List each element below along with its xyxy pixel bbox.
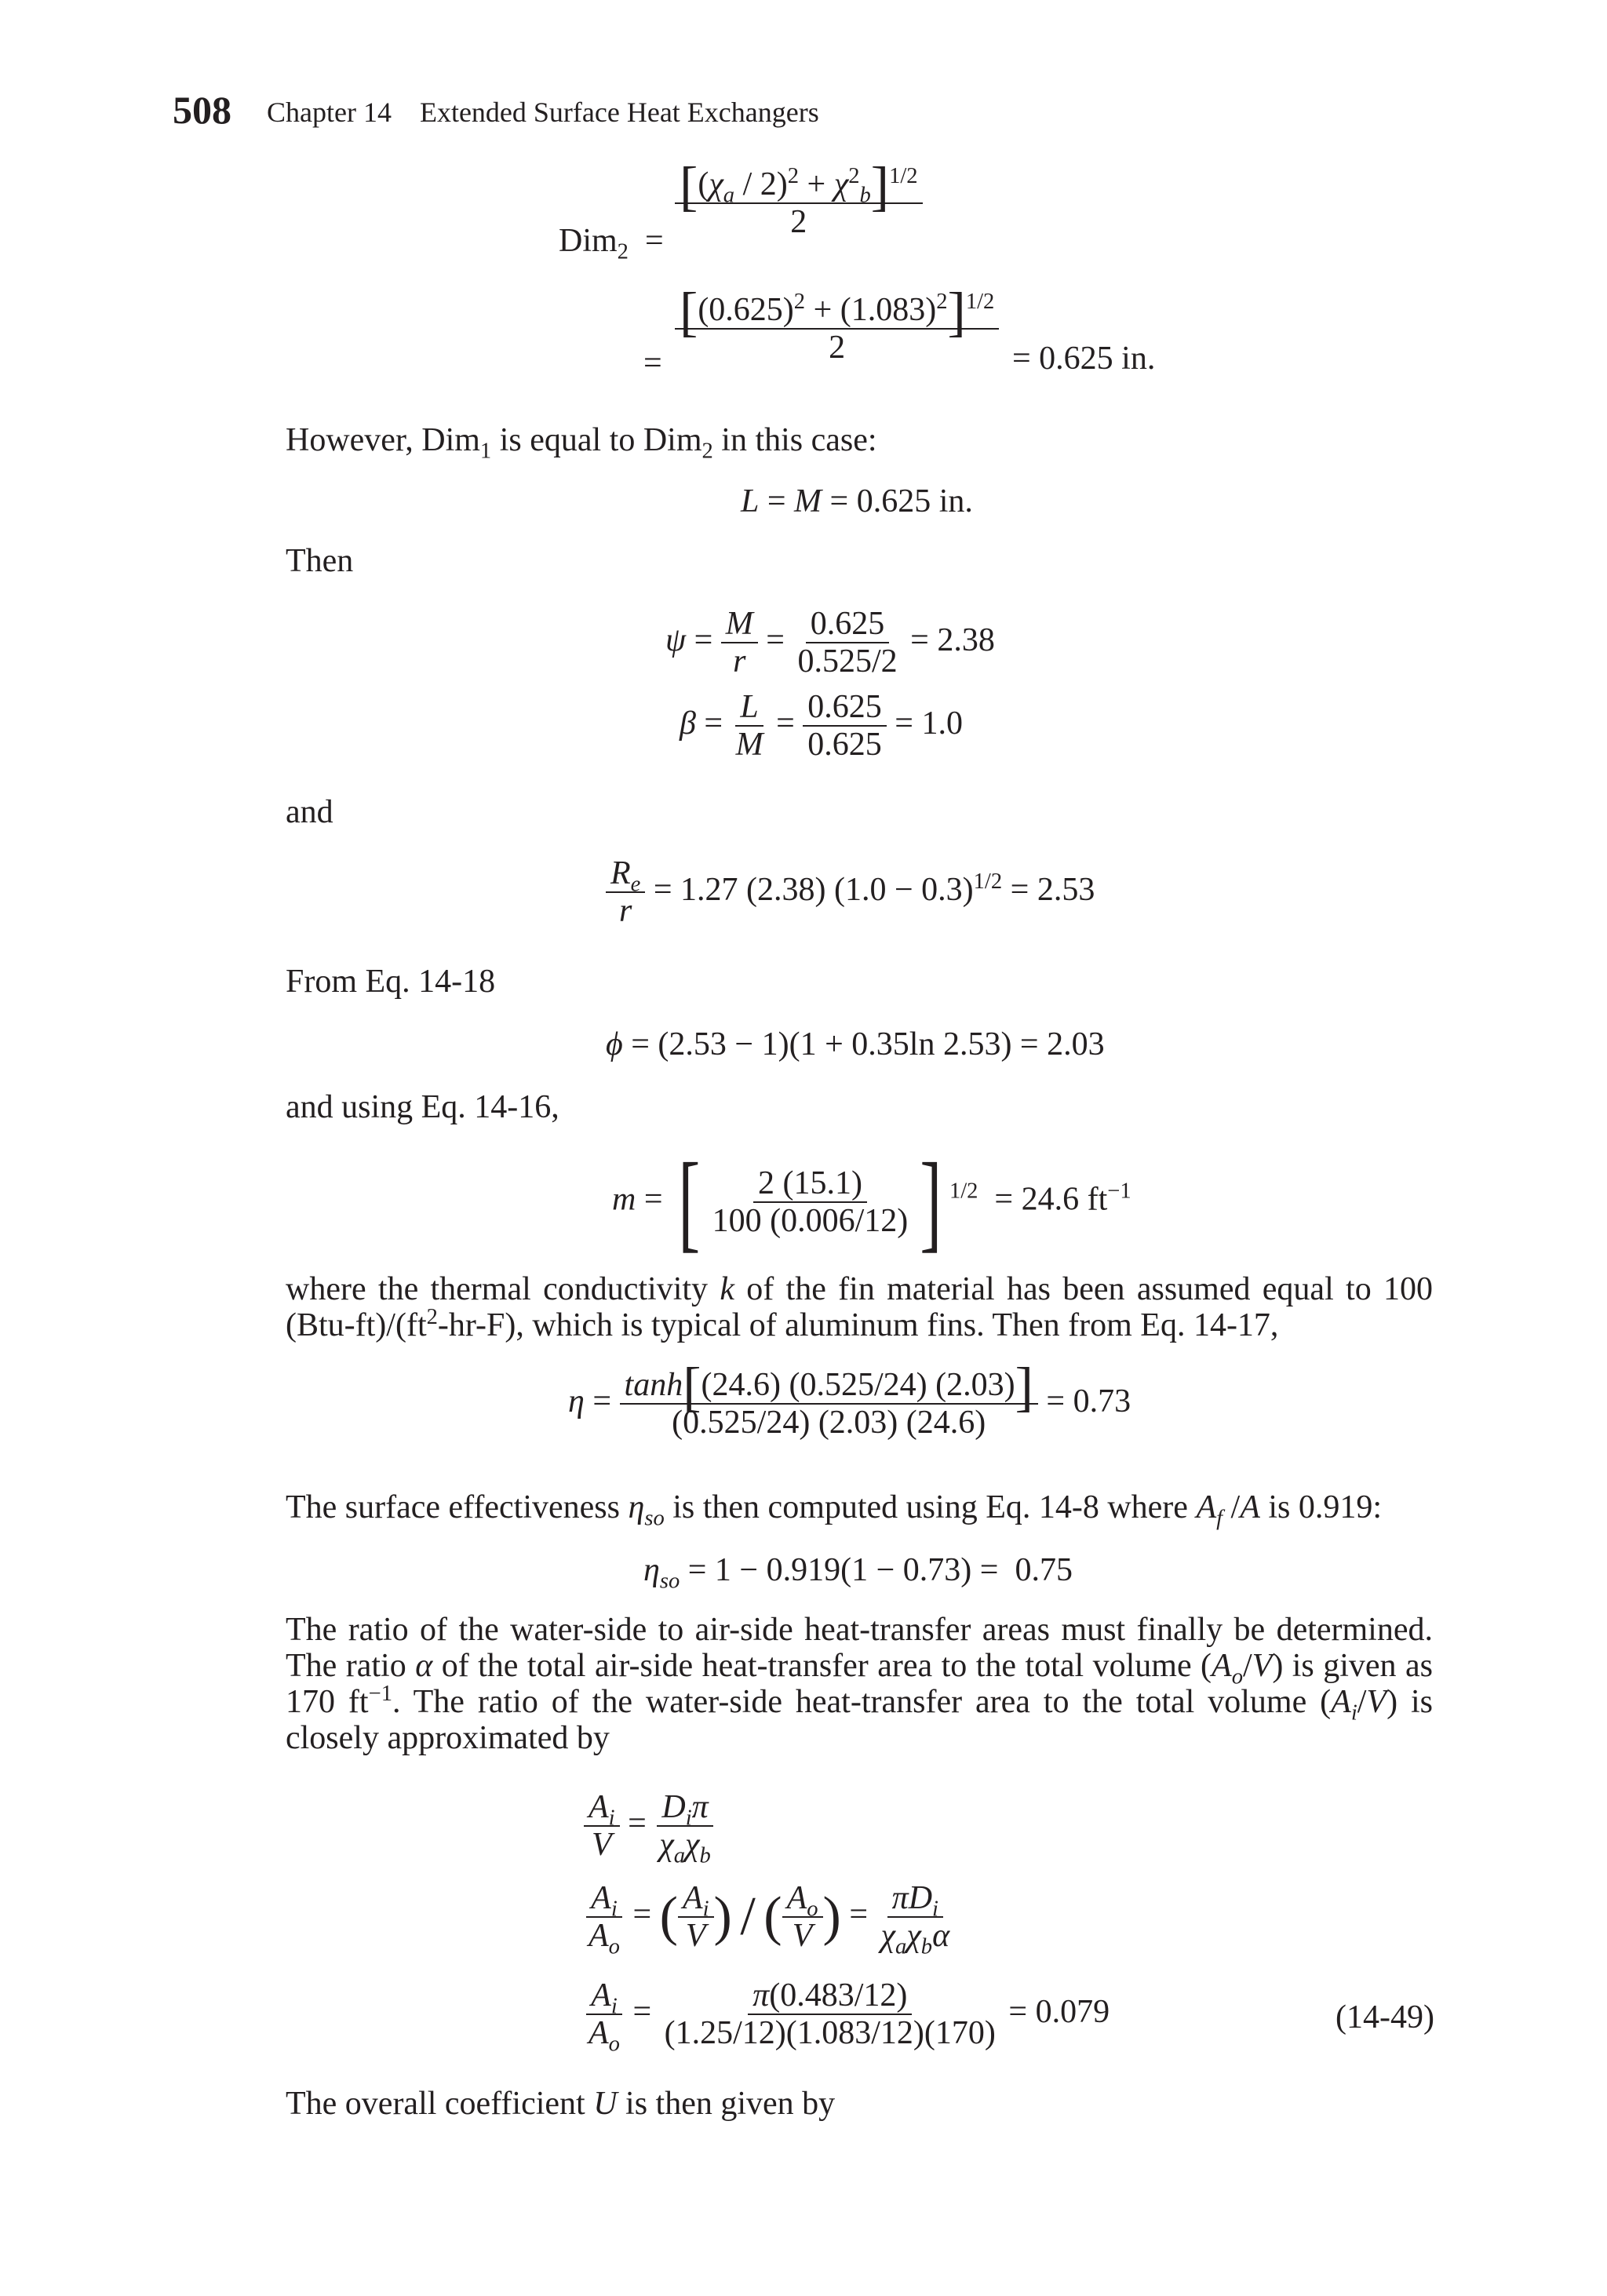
eq-phi: ϕ = (2.53 − 1)(1 + 0.35ln 2.53) = 2.03 — [606, 1026, 1105, 1062]
eq-eta-so: $\eta_{so} = 1 - 0.919(1 - 0.73) = 0.75$ — [643, 1552, 1073, 1594]
para-conductivity: where the thermal conductivity k of the fin material has been assumed equal to 100 $(Btu-ft)/(ft^2-hr-F)$, which is typical of aluminum fins. Then from Eq. 14-17, — [286, 1271, 1433, 1343]
eq-ai-ao-numeric: $\frac{A_i}{A_o}$ = $\frac{\pi(0.483/12)}{(1.25/12)(1.083/12)(170)}$ = 0.079 — [584, 1977, 1110, 2051]
para-surface: The surface effectiveness $\eta_{so}$ is then computed using Eq. 14-8 where $A_f$ /A is 0.919: — [286, 1489, 1383, 1531]
text-however: However, Dim$_1$ is equal to Dim$_2$ in this case: — [286, 422, 877, 464]
dim2-eq2: = — [643, 345, 662, 381]
eq-l-m: L = M = 0.625 in. — [741, 483, 973, 519]
running-head: Chapter 14 Extended Surface Heat Exchangers — [267, 97, 819, 128]
equation-number: (14-49) — [1336, 1999, 1434, 2035]
eq-ai-v: $\frac{A_i}{V}$ = $\frac{D_i\pi}{\chi_a\chi_b}$ — [584, 1789, 716, 1863]
eq-eta: η = $\frac{\tanh[(24.6) (0.525/24) (2.03)]}{(0.525/24) (2.03) (24.6)}$ = 0.73 — [568, 1357, 1131, 1441]
text-from-eq: From Eq. 14-18 — [286, 964, 496, 1000]
eq-re-r: $\frac{R_e}{r}$ = 1.27 (2.38) $(1.0 - 0.3)^{1/2} = 2.53$ — [606, 855, 1095, 929]
text-final: The overall coefficient U is then given by — [286, 2086, 836, 2122]
dim2-result: = 0.625 in. — [1012, 341, 1156, 377]
dim2-fraction-1: $\frac{[(\chi_a / 2)^2 + \chi^2_b]^{1/2}}{2}$ — [675, 166, 923, 240]
dim2-fraction-2: $\frac{[(0.625)^2 + (1.083)^2]^{1/2}}{2}$ — [675, 292, 999, 366]
eq-psi: ψ = $\frac{M}{r}$ = $\frac{0.625}{0.525/2}$ = 2.38 — [665, 606, 995, 680]
text-using-eq: and using Eq. 14-16, — [286, 1089, 559, 1125]
text-and: and — [286, 794, 333, 830]
page-number: 508 — [173, 88, 231, 132]
dim2-lhs: Dim$_2$ = — [559, 223, 664, 264]
text-then: Then — [286, 543, 354, 579]
eq-m: m = [ $\frac{2 (15.1)}{100 (0.006/12)}$ ] $^{1/2}$ = 24.6 $ft^{-1}$ — [612, 1141, 1131, 1263]
para-ratio: The ratio of the water-side to air-side heat-transfer areas must finally be determined. The ratio α of the total air-side heat-transfer area to the total volume $(A_o/V)$ is given as 170 $ft^{-1}$. The ratio of the water-side heat-transfer area to the total volume $(A_i/V)$ is closely approximated by — [286, 1612, 1434, 1756]
eq-beta: β = $\frac{L}{M}$ = $\frac{0.625}{0.625}$ = 1.0 — [680, 689, 963, 764]
eq-ai-ao: $\frac{A_i}{A_o}$ = ( $\frac{A_i}{V}$ ) / ( $\frac{A_o}{V}$ ) = $\frac{\pi D_i}{\chi_a\chi_b\alpha}$ — [584, 1880, 954, 1954]
